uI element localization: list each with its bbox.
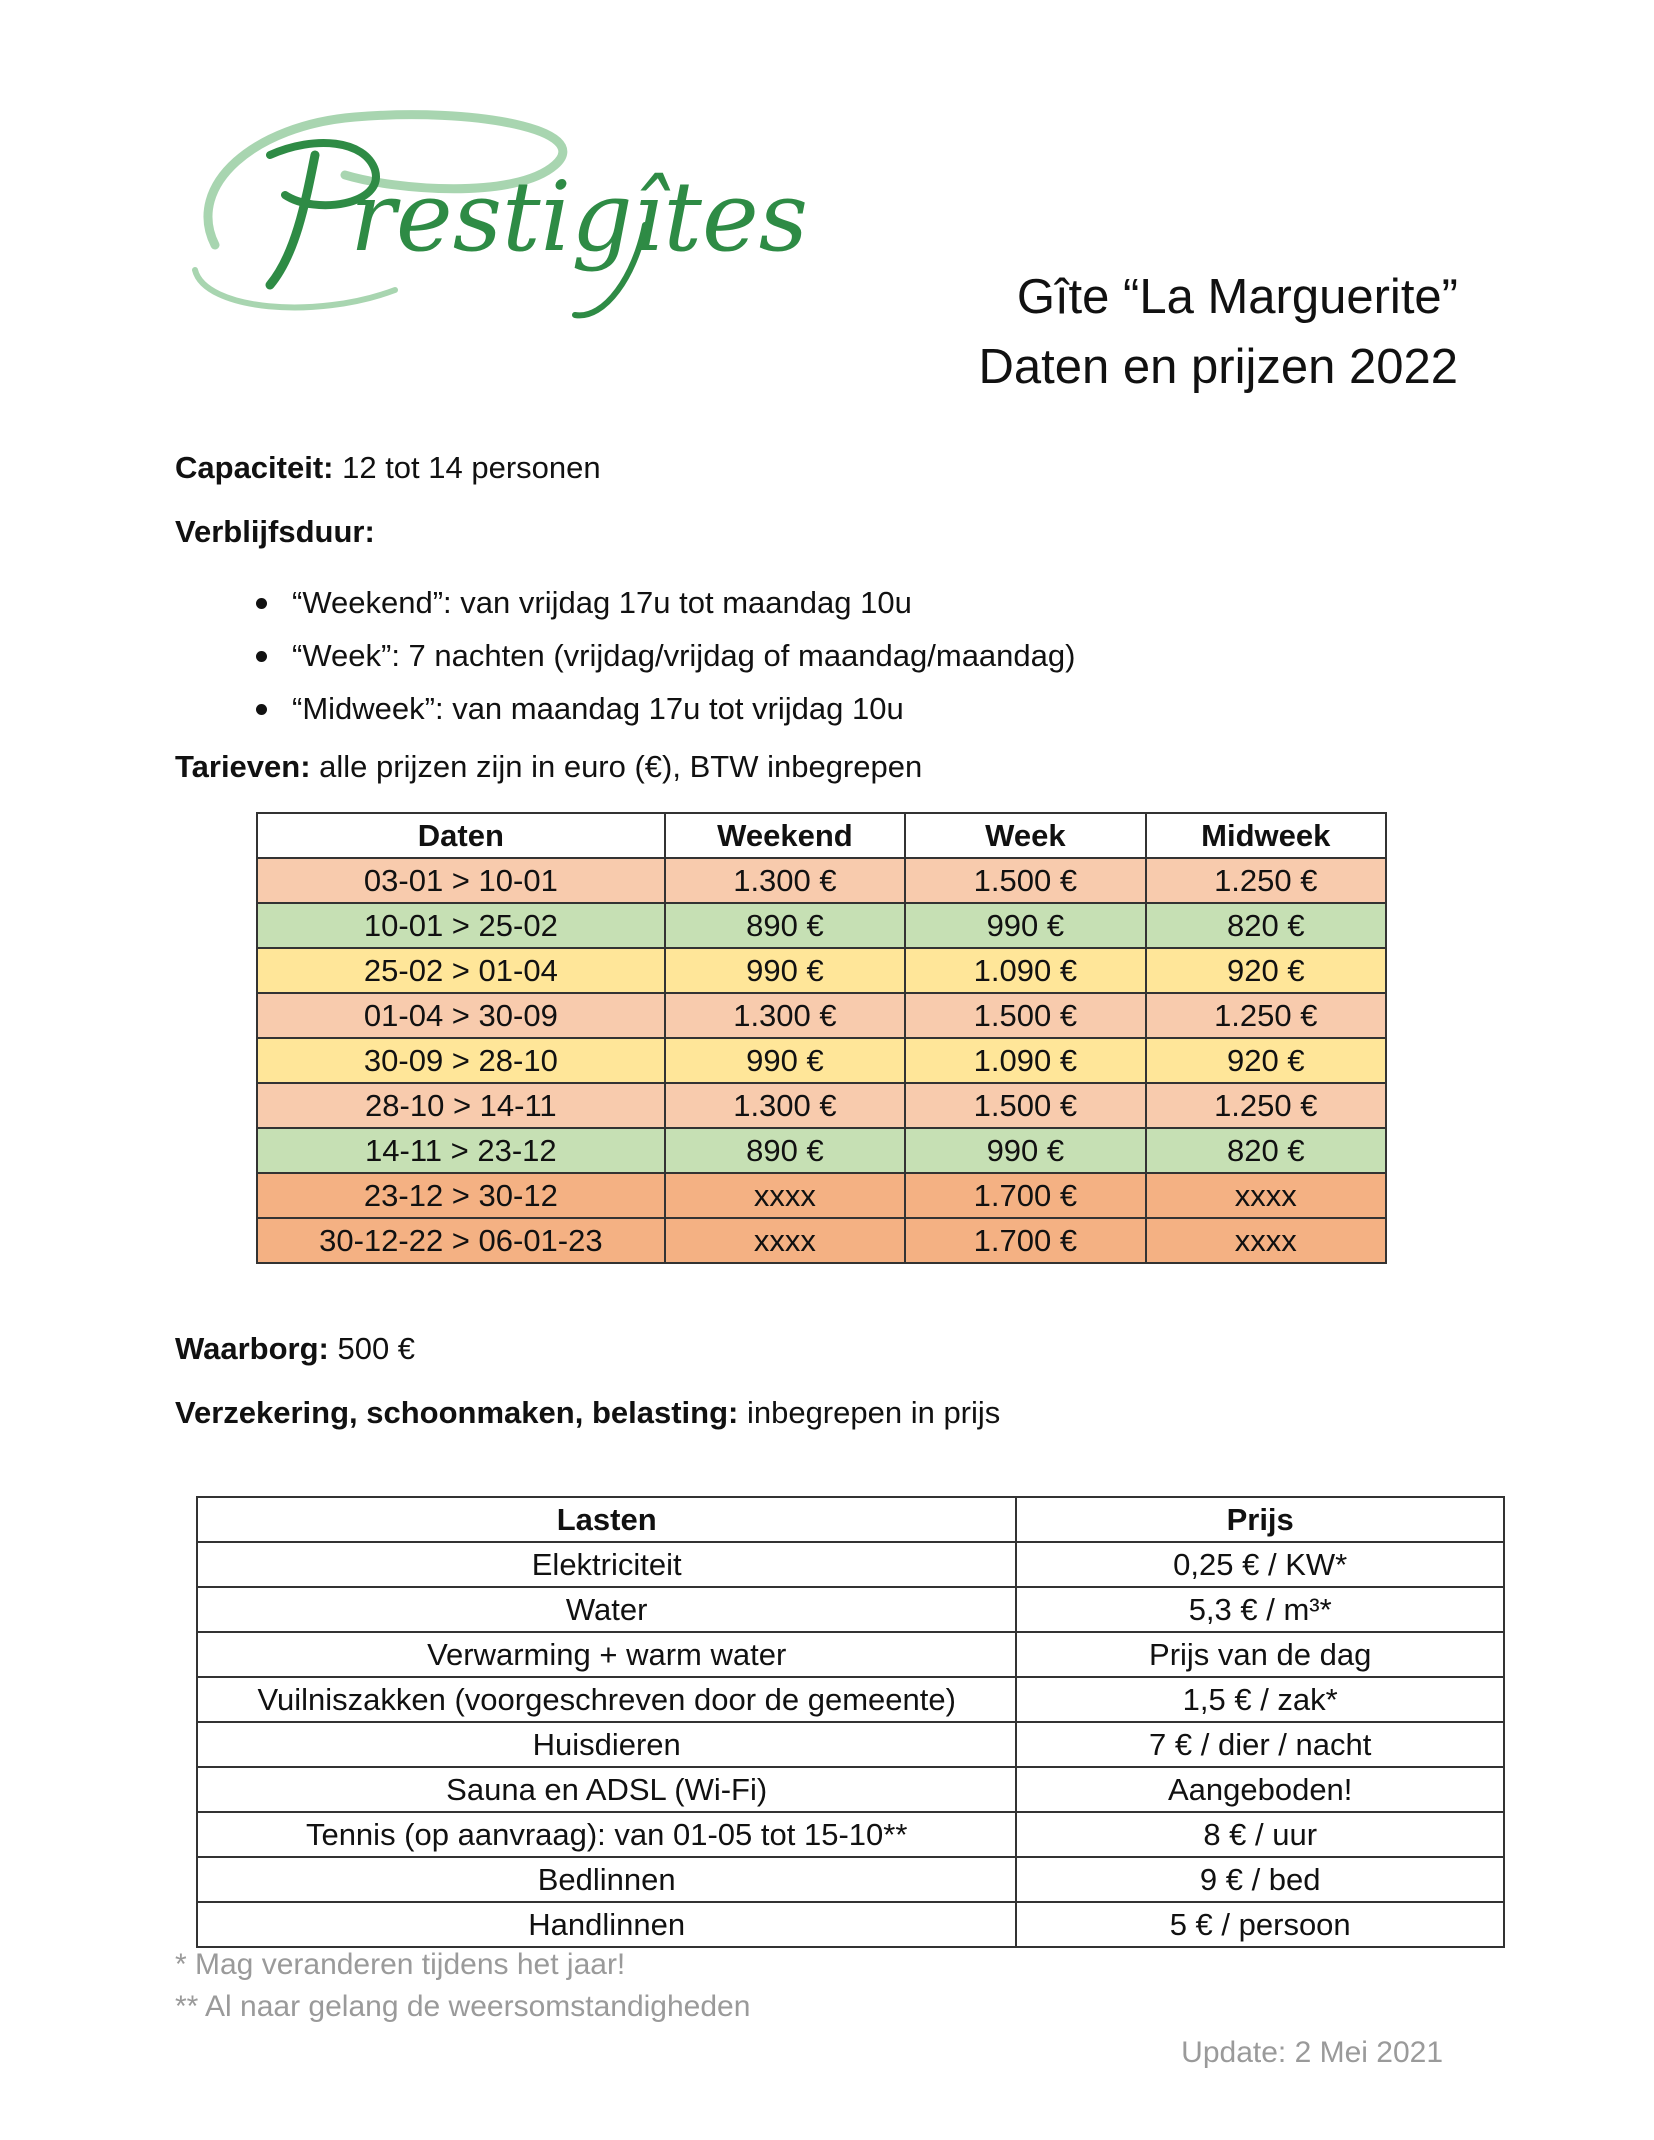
table-cell: 1.300 €: [665, 1083, 905, 1128]
footnote-1: * Mag veranderen tijdens het jaar!: [175, 1948, 626, 1981]
list-item: “Midweek”: van maandag 17u tot vrijdag 10u: [250, 682, 1075, 735]
costs-table-body: [197, 1542, 1504, 1947]
table-cell: Tennis (op aanvraag): van 01-05 tot 15-10**: [197, 1812, 1016, 1857]
table-row: [197, 1812, 1504, 1857]
table-cell: 1.250 €: [1146, 858, 1386, 903]
table-row: [197, 1677, 1504, 1722]
table-cell: Handlinnen: [197, 1902, 1016, 1947]
list-item: “Weekend”: van vrijdag 17u tot maandag 10u: [250, 576, 1075, 629]
table-cell: 1.500 €: [905, 993, 1145, 1038]
bullet-icon: [256, 651, 267, 662]
table-cell: 920 €: [1146, 1038, 1386, 1083]
update-date: Update: 2 Mei 2021: [1181, 2036, 1443, 2069]
table-row: [257, 1083, 1386, 1128]
table-cell: 5 € / persoon: [1016, 1902, 1504, 1947]
stay-duration-label: Verblijfsduur:: [175, 514, 375, 549]
table-cell: 1.300 €: [665, 858, 905, 903]
table-cell: 25-02 > 01-04: [257, 948, 665, 993]
table-cell: 0,25 € / KW*: [1016, 1542, 1504, 1587]
table-cell: Prijs van de dag: [1016, 1632, 1504, 1677]
table-cell: 1.500 €: [905, 1083, 1145, 1128]
bullet-icon: [256, 704, 267, 715]
table-cell: 990 €: [905, 903, 1145, 948]
table-cell: 890 €: [665, 1128, 905, 1173]
table-cell: Water: [197, 1587, 1016, 1632]
table-cell: 30-09 > 28-10: [257, 1038, 665, 1083]
table-cell: 03-01 > 10-01: [257, 858, 665, 903]
table-row: [257, 993, 1386, 1038]
svg-text:restigîtes: restigîtes: [350, 161, 809, 273]
table-cell: xxxx: [1146, 1218, 1386, 1263]
prestigites-logo: [175, 95, 865, 335]
table-cell: 990 €: [665, 948, 905, 993]
table-cell: 1.500 €: [905, 858, 1145, 903]
table-cell: xxxx: [665, 1218, 905, 1263]
included-value: inbegrepen in prijs: [738, 1395, 1001, 1430]
price-table-header: [257, 813, 1386, 858]
table-cell: 890 €: [665, 903, 905, 948]
gite-name: Gîte “La Marguerite”: [1016, 270, 1458, 324]
table-row: [257, 1128, 1386, 1173]
column-header: Lasten: [197, 1497, 1016, 1542]
table-cell: 01-04 > 30-09: [257, 993, 665, 1038]
included-label: Verzekering, schoonmaken, belasting:: [175, 1395, 739, 1430]
table-cell: 1.250 €: [1146, 993, 1386, 1038]
table-row: [197, 1902, 1504, 1947]
costs-table-header: [197, 1497, 1504, 1542]
table-cell: 8 € / uur: [1016, 1812, 1504, 1857]
deposit-value: 500 €: [328, 1331, 416, 1366]
table-cell: Bedlinnen: [197, 1857, 1016, 1902]
rates-value: alle prijzen zijn in euro (€), BTW inbegrepen: [310, 749, 923, 784]
table-cell: Huisdieren: [197, 1722, 1016, 1767]
column-header: Weekend: [665, 813, 905, 858]
table-row: [257, 1218, 1386, 1263]
table-cell: 1.700 €: [905, 1173, 1145, 1218]
table-row: [257, 948, 1386, 993]
table-cell: 1.090 €: [905, 1038, 1145, 1083]
table-cell: 1.250 €: [1146, 1083, 1386, 1128]
table-row: [257, 858, 1386, 903]
table-cell: 1.090 €: [905, 948, 1145, 993]
document-title: [979, 262, 1458, 402]
list-item: “Week”: 7 nachten (vrijdag/vrijdag of maandag/maandag): [250, 629, 1075, 682]
stay-duration-line: [175, 512, 375, 552]
column-header: Prijs: [1016, 1497, 1504, 1542]
column-header: Midweek: [1146, 813, 1386, 858]
footnote-2: ** Al naar gelang de weersomstandigheden: [175, 1990, 751, 2023]
deposit-label: Waarborg:: [175, 1331, 329, 1366]
table-cell: 1,5 € / zak*: [1016, 1677, 1504, 1722]
table-cell: Elektriciteit: [197, 1542, 1016, 1587]
table-cell: xxxx: [665, 1173, 905, 1218]
capacity-value: 12 tot 14 personen: [333, 450, 601, 485]
table-cell: 1.700 €: [905, 1218, 1145, 1263]
rates-label: Tarieven:: [175, 749, 311, 784]
price-table-body: [257, 858, 1386, 1263]
table-row: [257, 1038, 1386, 1083]
costs-table: [196, 1496, 1505, 1948]
table-row: [197, 1632, 1504, 1677]
table-cell: 1.300 €: [665, 993, 905, 1038]
table-row: [197, 1857, 1504, 1902]
bullet-icon: [256, 598, 267, 609]
table-cell: 820 €: [1146, 1128, 1386, 1173]
price-table: [256, 812, 1387, 1264]
table-row: [257, 1173, 1386, 1218]
table-cell: xxxx: [1146, 1173, 1386, 1218]
title-subheading: Daten en prijzen 2022: [978, 340, 1458, 394]
table-cell: 990 €: [665, 1038, 905, 1083]
table-row: [197, 1767, 1504, 1812]
stay-duration-list: [250, 576, 1075, 735]
table-cell: Vuilniszakken (voorgeschreven door de gemeente): [197, 1677, 1016, 1722]
table-cell: 28-10 > 14-11: [257, 1083, 665, 1128]
table-row: [197, 1722, 1504, 1767]
included-line: [175, 1393, 1000, 1433]
table-cell: 920 €: [1146, 948, 1386, 993]
table-cell: 820 €: [1146, 903, 1386, 948]
table-cell: 14-11 > 23-12: [257, 1128, 665, 1173]
deposit-line: [175, 1329, 415, 1369]
table-cell: 7 € / dier / nacht: [1016, 1722, 1504, 1767]
table-cell: Aangeboden!: [1016, 1767, 1504, 1812]
table-cell: 5,3 € / m³*: [1016, 1587, 1504, 1632]
capacity-line: [175, 448, 601, 488]
table-cell: Sauna en ADSL (Wi-Fi): [197, 1767, 1016, 1812]
table-row: [257, 903, 1386, 948]
table-row: [197, 1587, 1504, 1632]
table-cell: 30-12-22 > 06-01-23: [257, 1218, 665, 1263]
column-header: Week: [905, 813, 1145, 858]
table-cell: 9 € / bed: [1016, 1857, 1504, 1902]
table-cell: 990 €: [905, 1128, 1145, 1173]
table-row: [197, 1542, 1504, 1587]
table-cell: Verwarming + warm water: [197, 1632, 1016, 1677]
table-cell: 23-12 > 30-12: [257, 1173, 665, 1218]
rates-line: [175, 747, 922, 787]
capacity-label: Capaciteit:: [175, 450, 334, 485]
column-header: Daten: [257, 813, 665, 858]
table-cell: 10-01 > 25-02: [257, 903, 665, 948]
